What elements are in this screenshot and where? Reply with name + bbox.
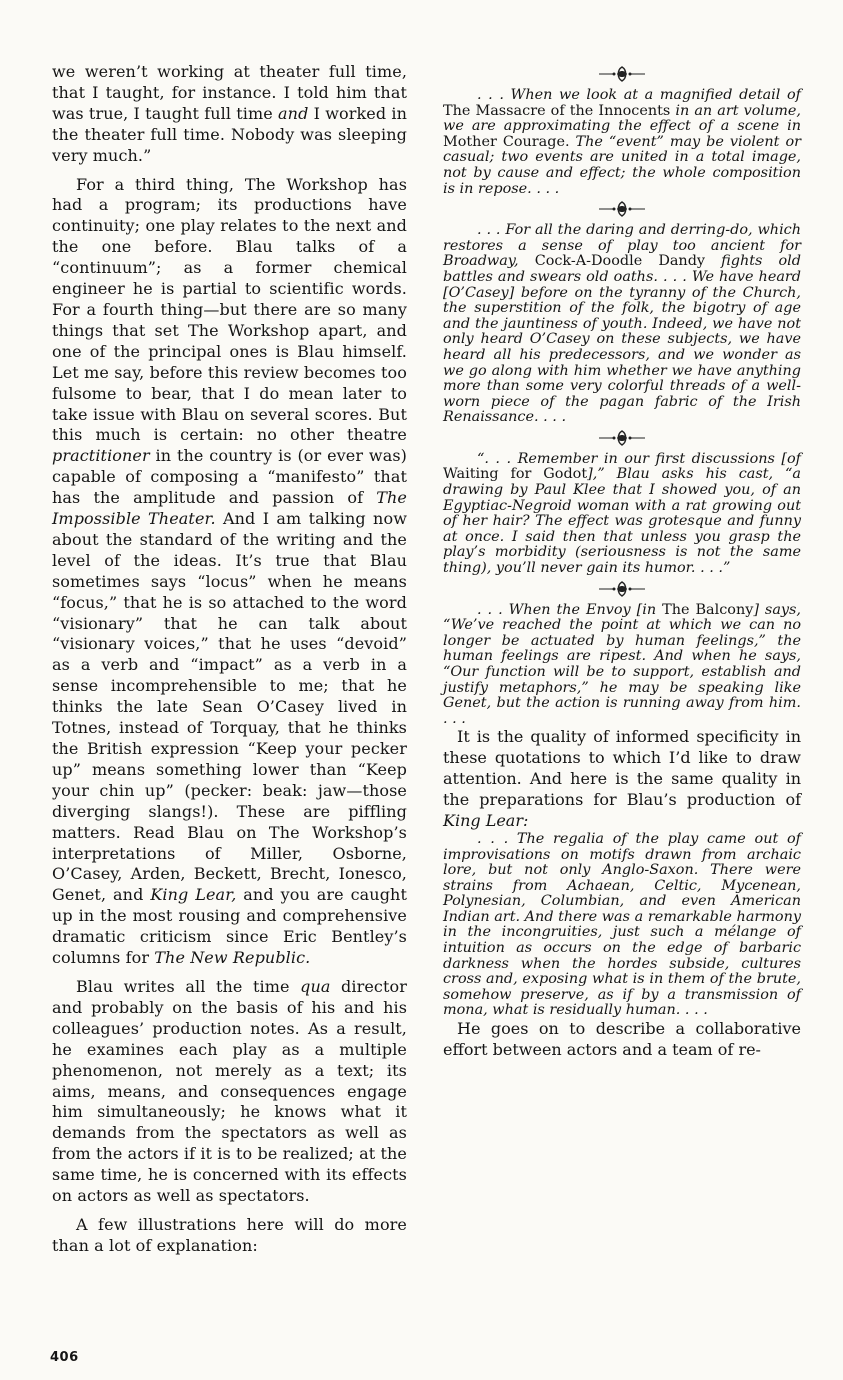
block-quote <box>443 452 801 577</box>
paragraph <box>443 1019 801 1061</box>
text-run: . . . For all the daring and derring-do, which restores a sense of play too ancient for Broadway, <box>443 222 801 270</box>
text-run: and you are caught up in the most rousing and comprehensive dramatic criticism since Eric Bentley’s columns for <box>52 885 407 968</box>
block-quote <box>443 88 801 197</box>
emphasis: practitioner <box>52 446 150 466</box>
text-run: Blau writes all the time <box>76 976 301 996</box>
text-run: . . . When we look at a magnified detail of <box>477 87 801 103</box>
play-title: Mother Courage. <box>443 133 570 150</box>
emphasis: qua <box>300 976 331 996</box>
fleuron-ornament-icon <box>443 581 801 599</box>
text-run: He goes on to describe a collaborative effort between actors and a team of re- <box>443 1019 801 1059</box>
text-run: The “event” may be violent or casual; two events are united in a total image, not by cause and effect; the whole composition is in repose. . . . <box>443 133 802 197</box>
text-run: . . . The regalia of the play came out of improvisations on motifs drawn from archaic lore, but not only Anglo-Saxon. There were strains from Achaean, Celtic, Mycenean, Polynesian, Columbian, and even American Indian art. And there was a remarkable harmony in the incongruities, just such a mélange of intuition as occurs on the edge of barbaric darkness when the hordes subside, cultures cross and, exposing what is in them of the brute, somehow preserve, as if by a transmission of mona, what is residually human. . . . <box>443 830 801 1019</box>
text-run: It is the quality of informed specificity in these quotations to which I’d like to draw attention. And here is the same quality in the preparations for Blau’s production of <box>443 727 801 810</box>
text-run: . . . When the Envoy [in <box>477 601 663 618</box>
block-quote <box>443 832 801 1019</box>
text-run: ] says, “We’ve reached the point at which we can no longer be actuated by human feelings,” the human feelings are ripest. And when he says, “Our function will be to support, establish and justify metaphors,” he may be speaking like Genet, but the action is running away from him. . . . <box>443 601 801 727</box>
play-title: The Balcony <box>662 601 754 618</box>
right-column <box>443 62 801 1061</box>
fleuron-ornament-icon <box>443 66 801 84</box>
play-title: King Lear, <box>150 885 237 905</box>
paragraph <box>443 727 801 832</box>
artwork-title: The Massacre of the Innocents <box>443 102 671 119</box>
text-run: director and probably on the basis of his and his colleagues’ production notes. As a result, he examines each play as a multiple phenomenon, not merely as a text; its aims, means, and consequences engage him simultaneously; he knows what it demands from the spectators as well as from the actors if it is to be realized; at the same time, he is concerned with its effects on actors as well as spectators. <box>52 976 407 1206</box>
play-title: Cock-A-Doodle Dandy <box>534 253 706 270</box>
text-run: fights old battles and swears old oaths. . . . We have heard [O’Casey] before on the tyranny of the Church, the superstition of the folk, the bigotry of age and the jauntiness of youth. Indeed, we have not only heard O’Casey on these subjects, we have heard all his predecessors, and we wonder as we go along with him whether we have anything more than some very colorful threads of a well-worn piece of the pagan fabric of the Irish Renaissance. . . . <box>443 253 801 426</box>
emphasis: and <box>278 103 309 123</box>
text-run: I worked in the theater full time. Nobody was sleeping very much.” <box>52 103 408 165</box>
paragraph <box>52 62 407 167</box>
text-run: ],” Blau asks his cast, “a drawing by Paul Klee that I showed you, of an Egyptiac-Negroid woman with a rat growing out of her hair? The effect was grotesque and funny at once. I said then that unless you grasp the play’s morbidity (seriousness is not the same thing), you’ll never gain its humor. . . .” <box>443 466 801 577</box>
text-run: we weren’t working at theater full time, that I taught, for instance. I told him that was true, I taught full time <box>52 62 407 123</box>
paragraph <box>52 175 407 969</box>
text-run: A few illustrations here will do more than a lot of explanation: <box>52 1214 407 1255</box>
book-title: The Impossible Theater. <box>52 488 407 529</box>
text-run: in an art volume, we are approximating the effect of a scene in <box>443 102 801 135</box>
fleuron-ornament-icon <box>443 201 801 219</box>
left-column <box>52 62 407 1257</box>
text-run: For a third thing, The Workshop has had a program; its productions have continuity; one play relates to the next and the one before. Blau talks of a “continuum”; as a former chemical engineer he is partial to scientific words. For a fourth thing—but there are so many things that set The Workshop apart, and one of the principal ones is Blau himself. Let me say, before this review becomes too fulsome to bear, that I do mean later to take issue with Blau on several scores. But this much is certain: no other theatre <box>52 174 407 445</box>
play-title: King Lear: <box>443 811 529 830</box>
paragraph <box>52 977 407 1207</box>
fleuron-ornament-icon <box>443 430 801 448</box>
text-run: “. . . Remember in our first discussions [of <box>477 450 801 467</box>
magazine-title: The New Republic. <box>154 948 311 968</box>
page-number: 406 <box>50 1350 79 1365</box>
block-quote <box>443 223 801 426</box>
text-run: in the country is (or ever was) capable of composing a “manifesto” that has the amplitude and passion of <box>52 446 407 508</box>
play-title: Waiting for Godot <box>443 466 588 483</box>
paragraph <box>52 1215 407 1257</box>
block-quote <box>443 603 801 728</box>
text-run: And I am talking now about the standard of the writing and the level of the ideas. It’s true that Blau sometimes says “locus” when he means “focus,” that he is so attached to the word “visionary” that he can talk about “visionary voices,” that he uses “devoid” as a verb and “impact” as a verb in a sense incomprehensible to me; that he thinks the late Sean O’Casey lived in Totnes, instead of Torquay, that he thinks the British expression “Keep your pecker up” means something lower than “Keep your chin up” (pecker: beak: jaw—those diverging slangs!). These are piffling matters. Read Blau on The Workshop’s interpretations of Miller, Osborne, O’Casey, Arden, Beckett, Brecht, Ionesco, Genet, and <box>52 509 407 905</box>
